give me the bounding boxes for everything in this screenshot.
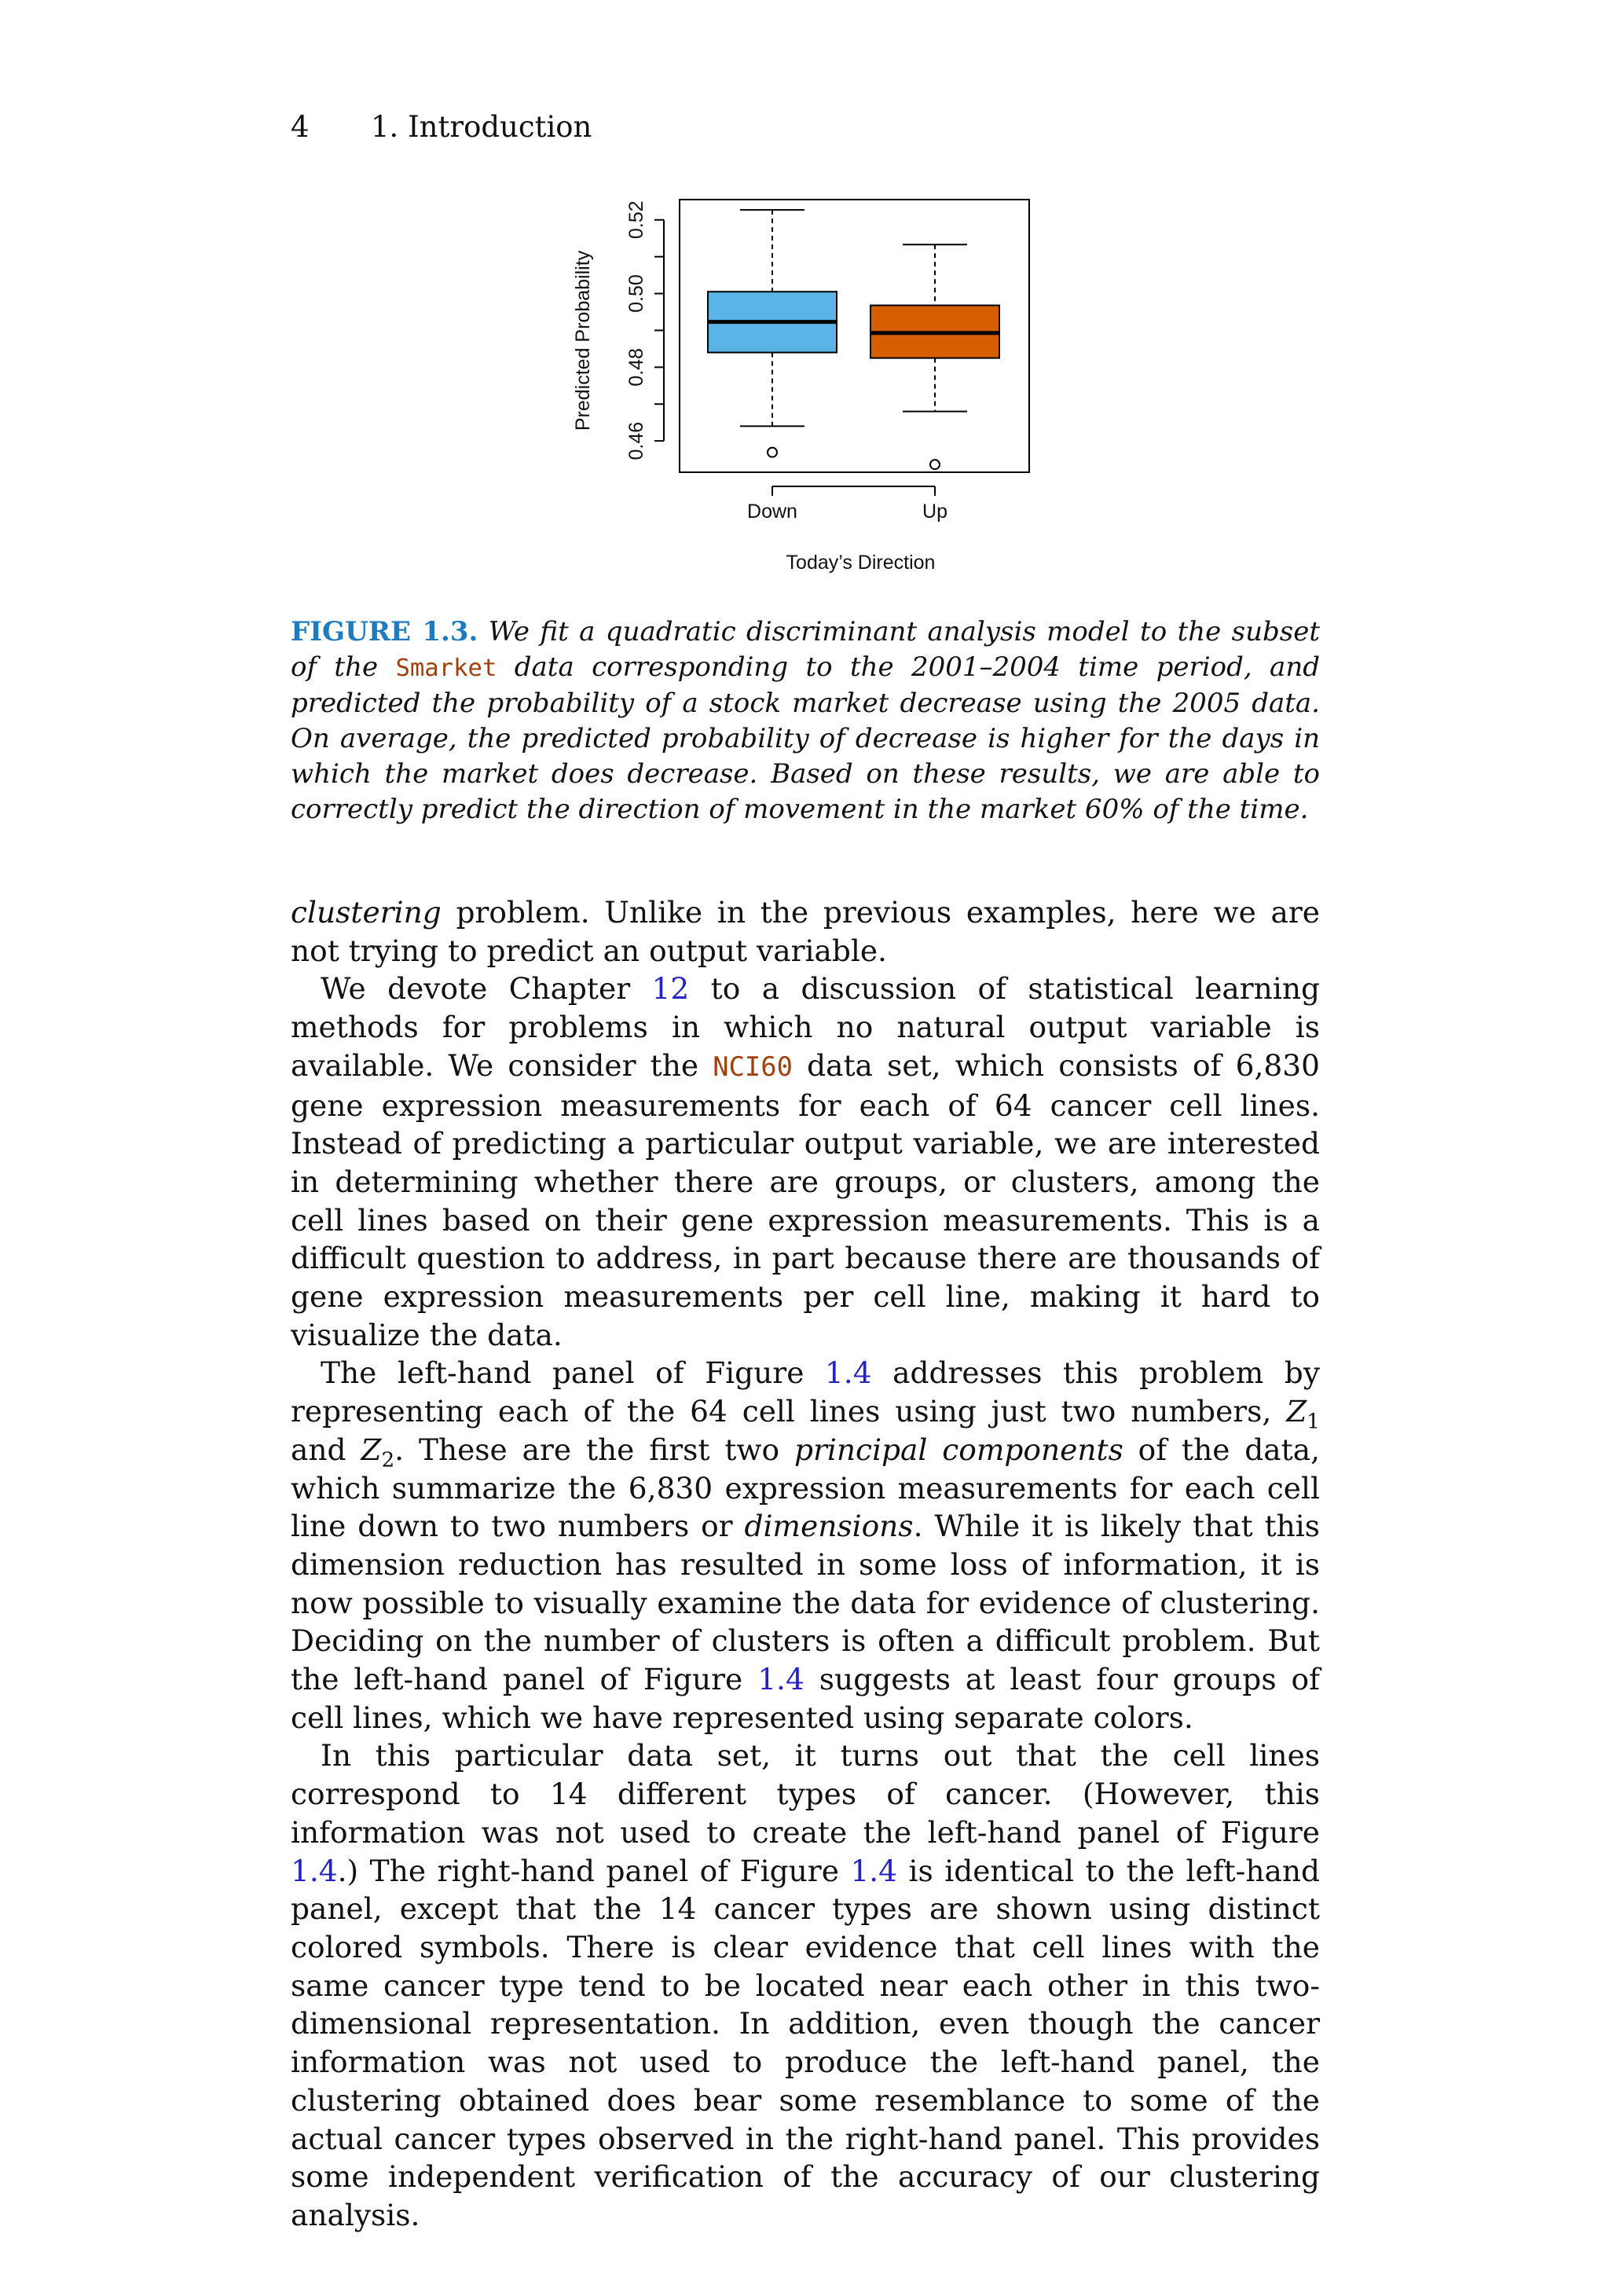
p2-a: We devote Chapter: [321, 971, 652, 1007]
y-tick-label: 0.48: [625, 348, 647, 387]
var-z2: [361, 1432, 395, 1473]
chapter-title: 1. Introduction: [371, 110, 592, 144]
subscript-2: 2: [381, 1448, 395, 1473]
z-letter: Z: [1286, 1394, 1307, 1429]
figure-caption: [291, 614, 1320, 827]
p3-d: of the data, which summarize the 6,830 expression measurements for each cell line down to two numbers or: [291, 1432, 1320, 1544]
var-z1: [1286, 1394, 1320, 1434]
p2-b: to a discussion of statistical learning methods for problems in which no natural output variable is available. We consider the: [291, 971, 1320, 1083]
p2-c: data set, which consists of 6,830 gene expression measurements for each of 64 cancer cell lines. Instead of predicting a particular output variable, we are interested in determining whether there are groups, or clusters, among the cell lines based on their gene expression measurements. This is a difficult question to address, in part because there are thousands of gene expression measurements per cell line, making it hard to visualize the data.: [291, 1047, 1320, 1352]
boxplot-chart: [550, 181, 1061, 589]
paragraph-3: [291, 1354, 1320, 1737]
code-nci60: NCI60: [713, 1051, 793, 1082]
ref-figure-1-4[interactable]: 1.4: [850, 1853, 898, 1888]
y-tick-label: 0.50: [625, 274, 647, 313]
page-number: 4: [291, 110, 310, 144]
ref-figure-1-4[interactable]: 1.4: [757, 1662, 804, 1697]
caption-text-1: We fit a quadratic discriminant analysis model to the subset of the: [291, 616, 1320, 683]
figure-label: FIGURE 1.3.: [291, 616, 478, 647]
x-tick-label: Down: [747, 501, 797, 523]
p4-b: .) The right-hand panel of Figure: [337, 1853, 851, 1888]
p3-e: . While it is likely that this dimension reduction has resulted in some loss of information, it is now possible to visually examine the data for evidence of clustering. Deciding on the number of clusters is often a difficult problem. But the left-hand panel of Figure: [291, 1509, 1320, 1697]
em-principal-components: principal components: [794, 1432, 1123, 1467]
body-text: [291, 893, 1320, 2235]
subscript-1: 1: [1307, 1410, 1320, 1434]
p4-c: is identical to the left-hand panel, except that the 14 cancer types are shown using distinct colored symbols. There is clear evidence that cell lines with the same cancer type tend to be located near each other in this two-dimensional representation. In addition, even though the cancer information was not used to produce the left-hand panel, the clustering obtained does bear some resemblance to some of the actual cancer types observed in the right-hand panel. This provides some independent verification of the accuracy of our clustering analysis.: [291, 1853, 1320, 2232]
x-axis-title: Today’s Direction: [786, 552, 936, 574]
p3-a: The left-hand panel of Figure: [321, 1355, 825, 1391]
page-header: [291, 108, 592, 146]
p3-f: suggests at least four groups of cell lines, which we have represented using separate colors.: [291, 1662, 1320, 1735]
paragraph-2: [291, 970, 1320, 1354]
p3-and: and: [291, 1432, 361, 1467]
p4-a: In this particular data set, it turns out that the cell lines correspond to 14 different types of cancer. (However, this information was not used to create the left-hand panel of Figure: [291, 1738, 1320, 1850]
p3-b: addresses this problem by representing each of the 64 cell lines using just two numbers,: [291, 1355, 1320, 1429]
ref-figure-1-4[interactable]: 1.4: [291, 1853, 338, 1888]
y-axis-title: Predicted Probability: [572, 250, 594, 431]
ref-figure-1-4[interactable]: 1.4: [824, 1355, 872, 1391]
y-tick-label: 0.52: [625, 200, 647, 240]
p3-c: . These are the first two: [394, 1432, 794, 1467]
z-letter: Z: [361, 1432, 382, 1467]
caption-code-smarket: Smarket: [395, 655, 497, 682]
outlier-point: [930, 460, 940, 469]
ref-chapter-12[interactable]: 12: [651, 971, 690, 1007]
paragraph-1: [291, 893, 1320, 970]
caption-text-2: data corresponding to the 2001–2004 time period, and predicted the probability of a stock market decrease using the 2005 data. On average, the predicted probability of decrease is higher for the days in which the market does decrease. Based on these results, we are able to correctly predict the direction of movement in the market 60% of the time.: [291, 651, 1320, 825]
y-tick-label: 0.46: [625, 421, 647, 460]
paragraph-4: [291, 1737, 1320, 2234]
em-dimensions: dimensions: [744, 1509, 914, 1544]
p1-text: problem. Unlike in the previous examples, here we are not trying to predict an output variable.: [291, 895, 1320, 968]
em-clustering: clustering: [291, 895, 442, 930]
x-tick-label: Up: [922, 501, 947, 523]
outlier-point: [768, 448, 777, 457]
